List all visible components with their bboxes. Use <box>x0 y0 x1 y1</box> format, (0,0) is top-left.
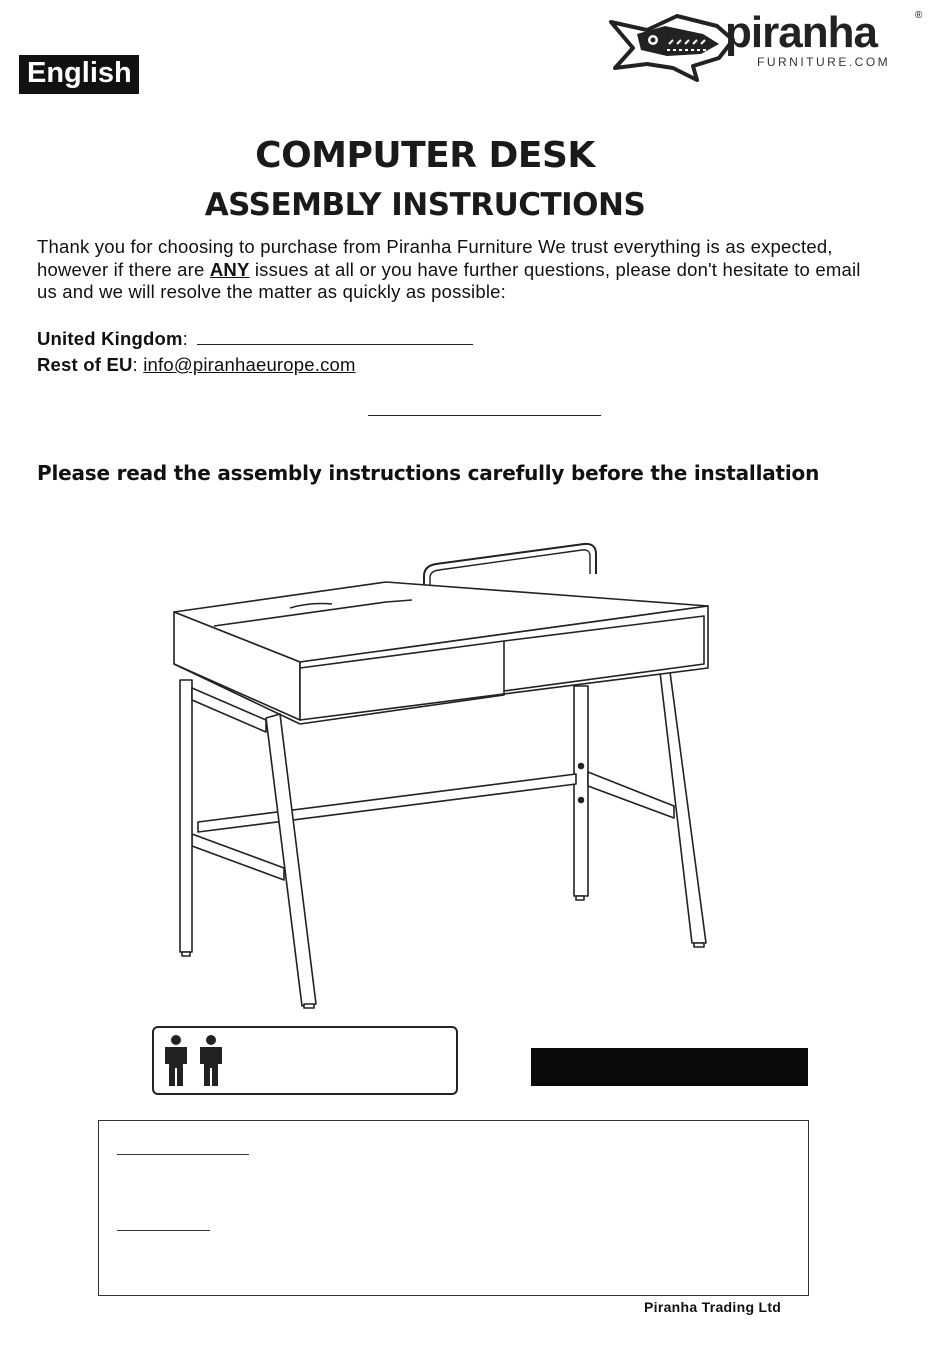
eu-email-link[interactable]: info@piranhaeurope.com <box>143 354 356 375</box>
logo-subtext: FURNITURE.COM <box>757 55 891 69</box>
notes-box <box>98 1120 809 1296</box>
document-subtitle: ASSEMBLY INSTRUCTIONS <box>204 187 646 223</box>
contact-uk <box>37 328 473 350</box>
piranha-fish-logo-icon <box>607 4 737 84</box>
uk-label: United Kingdom <box>37 328 183 349</box>
desk-illustration <box>160 538 720 1013</box>
language-label: English <box>27 57 132 89</box>
intro-paragraph <box>37 236 867 304</box>
notes-line <box>117 1154 249 1155</box>
two-person-icon <box>162 1034 226 1088</box>
eu-label: Rest of EU <box>37 354 133 375</box>
black-label-bar <box>531 1048 808 1086</box>
two-person-assembly-box <box>152 1026 458 1095</box>
intro-emphasis: ANY <box>209 258 250 280</box>
read-instructions-notice: Please read the assembly instructions carefully before the installation <box>37 461 820 485</box>
eu-separator: : <box>132 354 138 375</box>
product-title: COMPUTER DESK <box>255 135 595 176</box>
intro-text-part1: Thank you for choosing to purchase from Piranha Furniture We trust everything is as expected, however if there are <box>37 236 833 280</box>
divider-line <box>368 415 601 416</box>
logo-word: piranha <box>725 8 877 57</box>
contact-eu <box>37 354 356 376</box>
notes-line <box>117 1230 210 1231</box>
piranha-logo <box>607 4 929 84</box>
intro-text-part2: issues at all or you have further questions, please don't hesitate to email us and we will resolve the matter as quickly as possible: <box>37 258 861 302</box>
language-badge <box>19 55 139 94</box>
logo-registered-mark: ® <box>915 10 923 21</box>
uk-separator: : <box>182 328 188 349</box>
footer-company: Piranha Trading Ltd <box>644 1299 782 1315</box>
uk-contact-blank <box>197 330 473 345</box>
